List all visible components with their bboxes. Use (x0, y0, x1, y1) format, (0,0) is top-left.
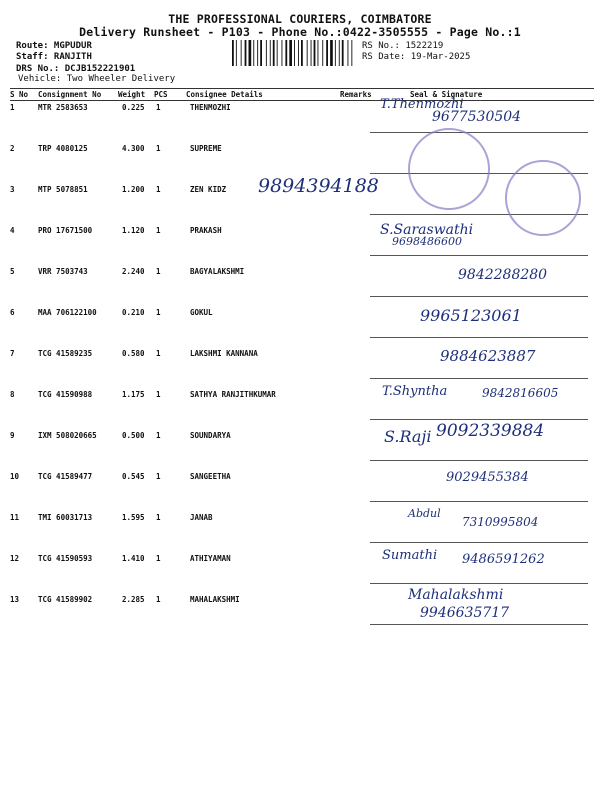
signature-line (370, 460, 588, 461)
handwritten-phone: 9946635717 (420, 605, 510, 621)
row-pcs: 1 (156, 226, 161, 235)
handwritten-phone: 9884623887 (440, 347, 536, 365)
handwritten-phone: 9842288280 (458, 267, 548, 283)
row-consignee: SATHYA RANJITHKUMAR (190, 390, 276, 399)
signature-line (370, 255, 588, 256)
row-consignment-no: TCG 41590988 (38, 390, 93, 399)
row-pcs: 1 (156, 185, 161, 194)
row-weight: 0.545 (122, 472, 145, 481)
row-weight: 1.595 (122, 513, 145, 522)
row-consignment-no: IXM 508020665 (38, 431, 97, 440)
row-pcs: 1 (156, 267, 161, 276)
row-consignee: BAGYALAKSHMI (190, 267, 245, 276)
handwritten-signature: S.Raji (384, 427, 432, 446)
drs-label: DRS No.: DCJB152221901 (16, 64, 136, 74)
row-pcs: 1 (156, 554, 161, 563)
row-consignment-no: MTP 5078851 (38, 185, 88, 194)
row-weight: 0.580 (122, 349, 145, 358)
row-pcs: 1 (156, 513, 161, 522)
row-weight: 1.120 (122, 226, 145, 235)
signature-line (370, 419, 588, 420)
handwritten-signature: Abdul (408, 507, 441, 520)
handwritten-signature: T.Shyntha (382, 384, 448, 399)
row-sno: 5 (10, 267, 15, 276)
signature-line (370, 378, 588, 379)
col-seal-signature: Seal & Signature (410, 90, 483, 99)
row-pcs: 1 (156, 308, 161, 317)
handwritten-signature: S.Saraswathi (380, 222, 474, 238)
runsheet-title: Delivery Runsheet - P103 - Phone No.:0422-3505555 - Page No.:1 (79, 25, 521, 39)
col-pcs: PCS (154, 90, 168, 99)
row-pcs: 1 (156, 103, 161, 112)
row-weight: 2.240 (122, 267, 145, 276)
col-consignee: Consignee Details (186, 90, 263, 99)
row-sno: 8 (10, 390, 15, 399)
row-consignee: PRAKASH (190, 226, 222, 235)
handwritten-phone: 9698486600 (392, 235, 462, 248)
handwritten-phone: 9486591262 (462, 552, 545, 567)
route-label: Route: MGPUDUR (16, 41, 92, 51)
row-sno: 1 (10, 103, 15, 112)
row-consignee: ZEN KIDZ (190, 185, 227, 194)
seal-stamp (505, 160, 581, 236)
col-remarks: Remarks (340, 90, 372, 99)
row-consignment-no: VRR 7503743 (38, 267, 88, 276)
row-sno: 12 (10, 554, 20, 563)
row-weight: 1.200 (122, 185, 145, 194)
col-weight: Weight (118, 90, 146, 99)
vehicle-label: Vehicle: Two Wheeler Delivery (18, 74, 176, 84)
row-consignment-no: TCG 41589477 (38, 472, 93, 481)
row-sno: 2 (10, 144, 15, 153)
table-row (10, 226, 594, 267)
rs-number: RS No.: 1522219 (362, 41, 444, 51)
row-sno: 13 (10, 595, 20, 604)
row-consignee: LAKSHMI KANNANA (190, 349, 258, 358)
row-consignee: MAHALAKSHMI (190, 595, 240, 604)
row-weight: 0.225 (122, 103, 145, 112)
row-consignee: ATHIYAMAN (190, 554, 231, 563)
row-pcs: 1 (156, 472, 161, 481)
handwritten-signature: T.Thenmozhi (380, 97, 464, 112)
barcode-image (232, 40, 354, 66)
row-consignment-no: MTR 2583653 (38, 103, 88, 112)
row-consignment-no: TMI 60031713 (38, 513, 93, 522)
row-consignee: SUPREME (190, 144, 222, 153)
handwritten-phone: 9842816605 (482, 386, 559, 400)
signature-line (370, 296, 588, 297)
row-pcs: 1 (156, 390, 161, 399)
row-consignment-no: PRO 17671500 (38, 226, 93, 235)
row-sno: 10 (10, 472, 20, 481)
row-weight: 2.285 (122, 595, 145, 604)
signature-line (370, 132, 588, 133)
row-sno: 6 (10, 308, 15, 317)
row-consignment-no: MAA 706122100 (38, 308, 97, 317)
col-sno: S No (10, 90, 29, 99)
row-consignee: JANAB (190, 513, 213, 522)
signature-line (370, 624, 588, 625)
row-consignment-no: TCG 41589902 (38, 595, 93, 604)
rs-date: RS Date: 19-Mar-2025 (362, 52, 471, 62)
row-pcs: 1 (156, 431, 161, 440)
seal-stamp (408, 128, 490, 210)
row-consignee: THENMOZHI (190, 103, 231, 112)
signature-line (370, 542, 588, 543)
handwritten-signature: Mahalakshmi (408, 587, 504, 603)
row-consignee: SANGEETHA (190, 472, 231, 481)
row-weight: 1.175 (122, 390, 145, 399)
handwritten-phone: 9677530504 (432, 109, 522, 125)
signature-line (370, 501, 588, 502)
handwritten-phone: 9965123061 (420, 306, 522, 325)
row-pcs: 1 (156, 144, 161, 153)
row-consignment-no: TRP 4080125 (38, 144, 88, 153)
row-weight: 1.410 (122, 554, 145, 563)
company-title: THE PROFESSIONAL COURIERS, COIMBATORE (168, 12, 432, 26)
staff-label: Staff: RANJITH (16, 52, 92, 62)
row-sno: 9 (10, 431, 15, 440)
row-weight: 0.210 (122, 308, 145, 317)
row-consignment-no: TCG 41590593 (38, 554, 93, 563)
table-header (10, 88, 594, 101)
row-weight: 4.300 (122, 144, 145, 153)
row-sno: 7 (10, 349, 15, 358)
row-sno: 4 (10, 226, 15, 235)
row-sno: 11 (10, 513, 20, 522)
handwritten-phone: 9894394188 (258, 175, 379, 197)
handwritten-phone: 9092339884 (436, 421, 545, 441)
row-sno: 3 (10, 185, 15, 194)
row-pcs: 1 (156, 595, 161, 604)
signature-line (370, 337, 588, 338)
col-consignment: Consignment No (38, 90, 102, 99)
row-weight: 0.500 (122, 431, 145, 440)
handwritten-signature: Sumathi (382, 548, 438, 563)
handwritten-phone: 7310995804 (462, 515, 539, 529)
handwritten-phone: 9029455384 (446, 470, 529, 485)
row-pcs: 1 (156, 349, 161, 358)
row-consignment-no: TCG 41589235 (38, 349, 93, 358)
signature-line (370, 583, 588, 584)
row-consignee: SOUNDARYA (190, 431, 231, 440)
row-consignee: GOKUL (190, 308, 213, 317)
